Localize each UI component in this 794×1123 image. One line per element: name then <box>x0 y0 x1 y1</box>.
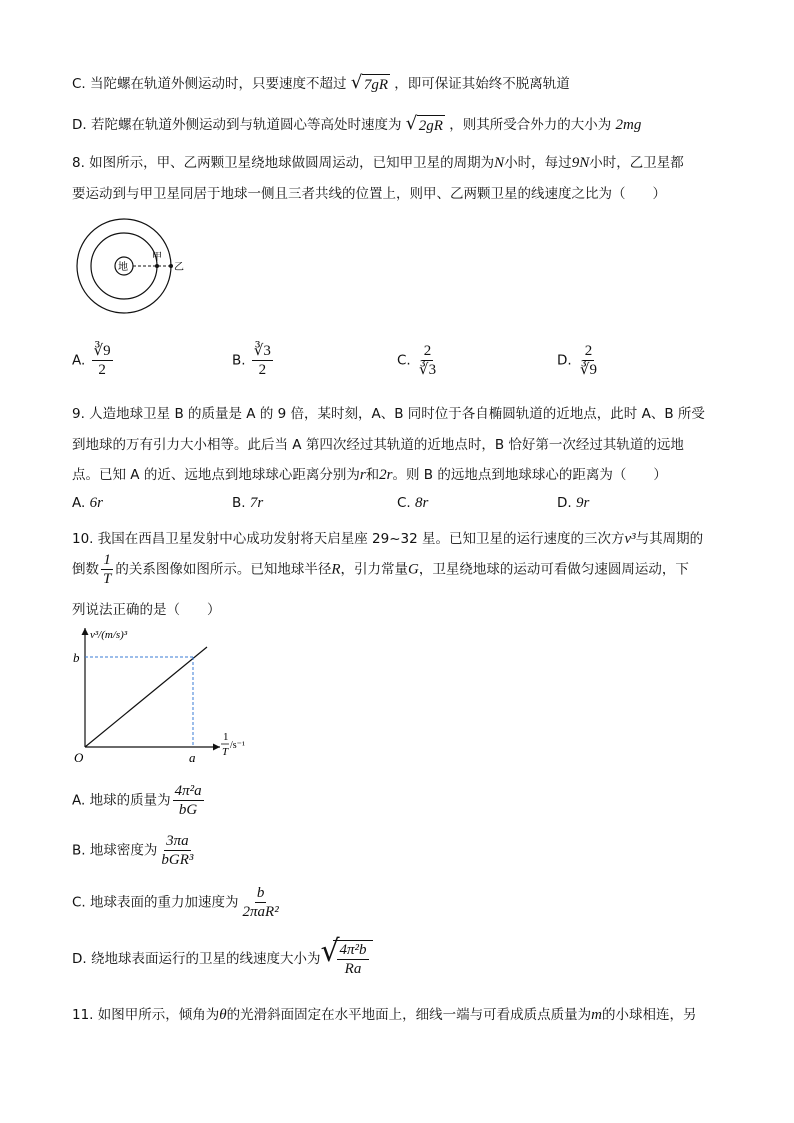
q8-line2: 要运动到与甲卫星同居于地球一侧且三者共线的位置上，则甲、乙两颗卫星的线速度之比为（ ） <box>72 186 666 202</box>
q10-b-frac <box>159 832 195 869</box>
q8-N: N <box>494 155 505 171</box>
q10-a-frac <box>173 782 204 819</box>
x-label-unit: /s⁻¹ <box>230 740 245 751</box>
q10-frac-num: 1 <box>103 552 111 568</box>
q7-option-c <box>72 72 570 95</box>
q8-option-d <box>557 342 601 379</box>
q8-c-den: ∛3 <box>419 362 437 378</box>
q8-a-frac <box>92 342 113 379</box>
q11-m: m <box>591 1007 602 1023</box>
q8-d-label: D. <box>557 352 572 369</box>
q7-c-prefix: C. 当陀螺在轨道外侧运动时，只要速度不超过 <box>72 76 347 92</box>
q10-a-den: bG <box>178 802 198 818</box>
q8-line1 <box>72 151 684 172</box>
q8-a-num: ∛9 <box>93 343 111 359</box>
q7-option-d <box>72 113 641 136</box>
q8-c-num: 2 <box>423 343 432 359</box>
q9-a-value: 6r <box>89 495 103 511</box>
q10-b-den: bGR³ <box>161 852 194 868</box>
q10-l2d: ，卫星绕地球的运动可看做匀速圆周运动，下 <box>418 561 689 578</box>
q10-frac-den: T <box>103 571 112 587</box>
q10-option-a <box>72 782 206 819</box>
q7-d-value: 2mg <box>615 117 642 133</box>
q8-option-a <box>72 342 115 379</box>
q10-c-num: b <box>256 885 265 901</box>
satellite-a-dot <box>155 264 159 268</box>
q8-option-c <box>397 342 440 379</box>
q8-c-label: C. <box>397 352 411 369</box>
q10-d-sqrt: √ $\frac{\text{4π²b}}{Ra}$ <box>320 940 372 978</box>
q8-d-den: ∛9 <box>579 362 598 378</box>
q11-theta: θ <box>219 1007 227 1023</box>
q9-option-a <box>72 495 103 512</box>
q8-option-b <box>232 342 275 379</box>
origin-label: O <box>74 750 84 765</box>
q8-9N: 9N <box>571 155 590 171</box>
q11-l1c: 的小球相连，另 <box>601 1007 697 1023</box>
q9-line1: 9. 人造地球卫星 B 的质量是 A 的 9 倍，某时刻，A、B 同时位于各自椭圆轨道的近地点，此时 A、B 所受 <box>72 406 705 422</box>
q9-d-value: 9r <box>575 495 590 511</box>
q9-r: r <box>359 467 366 483</box>
q10-l2a: 倒数 <box>72 561 99 578</box>
q9-option-b <box>232 495 263 512</box>
q10-d-frac <box>337 941 368 978</box>
q9-l3b: 和 <box>365 467 380 483</box>
q7-d-radicand: 2gR <box>417 115 445 136</box>
q8-d-frac <box>578 342 599 379</box>
x-label-den: T <box>222 746 229 758</box>
q9-line2: 到地球的万有引力大小相等。此后当 A 第四次经过其轨道的近地点时，B 恰好第一次经过其轨道的远地 <box>72 437 684 453</box>
q10-R: R <box>331 561 341 578</box>
q9-2r: 2r <box>379 467 393 483</box>
q10-option-b <box>72 832 197 869</box>
q10-option-d <box>72 934 373 978</box>
q8-a-den: 2 <box>98 362 106 378</box>
q10-line2 <box>72 551 689 588</box>
q10-line1 <box>72 527 703 548</box>
q9-line3 <box>72 463 667 484</box>
q10-G: G <box>408 561 419 578</box>
q7-c-sqrt: √ 7gR <box>350 71 388 93</box>
q7-c-suffix: ，即可保证其始终不脱离轨道 <box>394 76 570 92</box>
satellite-a-label: 甲 <box>152 252 162 263</box>
q10-a-num: 4π²a <box>174 783 202 799</box>
x-mark-a: a <box>189 750 196 765</box>
q10-a-text: A. 地球的质量为 <box>72 792 171 809</box>
satellite-b-dot <box>169 264 173 268</box>
x-label-num: 1 <box>223 731 229 743</box>
graph-line <box>85 647 207 747</box>
q9-a-label: A. <box>72 495 86 511</box>
q11-l1b: 的光滑斜面固定在水平地面上，细线一端与可看成质点质量为 <box>226 1007 592 1023</box>
q7-c-radicand: 7gR <box>362 74 390 95</box>
q9-l3a: 点。已知 A 的近、远地点到地球球心距离分别为 <box>72 467 360 483</box>
q8-c-frac <box>417 342 438 379</box>
q8-orbit-figure <box>70 218 200 318</box>
q8-l1a: 8. 如图所示，甲、乙两颗卫星绕地球做圆周运动，已知甲卫星的周期为 <box>72 155 495 171</box>
q9-c-label: C. <box>397 495 411 511</box>
q10-l1b: 与其周期的 <box>635 531 704 547</box>
q10-d-num: 4π²b <box>339 942 367 958</box>
q8-a-label: A. <box>72 352 86 369</box>
y-mark-b: b <box>73 650 80 665</box>
q10-d-text: D. 绕地球表面运行的卫星的线速度大小为 <box>72 951 321 967</box>
q10-l2c: ，引力常量 <box>340 561 409 578</box>
q10-l1a: 10. 我国在西昌卫星发射中心成功发射将天启星座 29~32 星。已知卫星的运行速度的三次方 <box>72 531 625 547</box>
q9-c-value: 8r <box>415 495 429 511</box>
q10-c-den: 2πaR² <box>242 904 279 920</box>
q11-line1 <box>72 1003 696 1024</box>
q7-d-suffix: ，则其所受合外力的大小为 <box>449 117 612 133</box>
q8-b-frac <box>252 342 273 379</box>
q10-d-den: Ra <box>344 961 362 977</box>
q10-v3: v³ <box>624 531 636 547</box>
earth-label: 地 <box>118 262 128 273</box>
y-axis-label: v³/(m/s)³ <box>90 629 128 641</box>
q9-option-d <box>557 495 589 512</box>
q8-b-num: ∛3 <box>253 343 271 359</box>
q10-b-text: B. 地球密度为 <box>72 842 158 859</box>
q9-l3c: 。则 B 的远地点到地球球心的距离为（ ） <box>392 467 667 483</box>
q9-b-label: B. <box>232 495 246 511</box>
q9-d-label: D. <box>557 495 572 511</box>
q10-line3: 列说法正确的是（ ） <box>72 602 221 618</box>
q8-l1c: 小时，乙卫星都 <box>589 155 684 171</box>
q11-l1a: 11. 如图甲所示，倾角为 <box>72 1007 220 1023</box>
q9-b-value: 7r <box>249 495 264 511</box>
q10-b-num: 3πa <box>166 833 189 849</box>
satellite-b-label: 乙 <box>174 262 184 273</box>
q10-c-frac <box>241 884 281 921</box>
q9-option-c <box>397 495 428 512</box>
q10-c-text: C. 地球表面的重力加速度为 <box>72 894 239 911</box>
q7-d-prefix: D. 若陀螺在轨道外侧运动到与轨道圆心等高处时速度为 <box>72 117 402 133</box>
q10-graph <box>70 620 270 770</box>
q10-option-c <box>72 884 283 921</box>
q10-l2b: 的关系图像如图所示。已知地球半径 <box>115 561 332 578</box>
q7-d-sqrt: √ 2gR <box>405 112 443 134</box>
q8-b-den: 2 <box>258 362 267 378</box>
q8-d-num: 2 <box>584 343 593 359</box>
q8-b-label: B. <box>232 352 246 369</box>
q10-inverse-T <box>101 551 113 588</box>
q8-l1b: 小时，每过 <box>504 155 572 171</box>
